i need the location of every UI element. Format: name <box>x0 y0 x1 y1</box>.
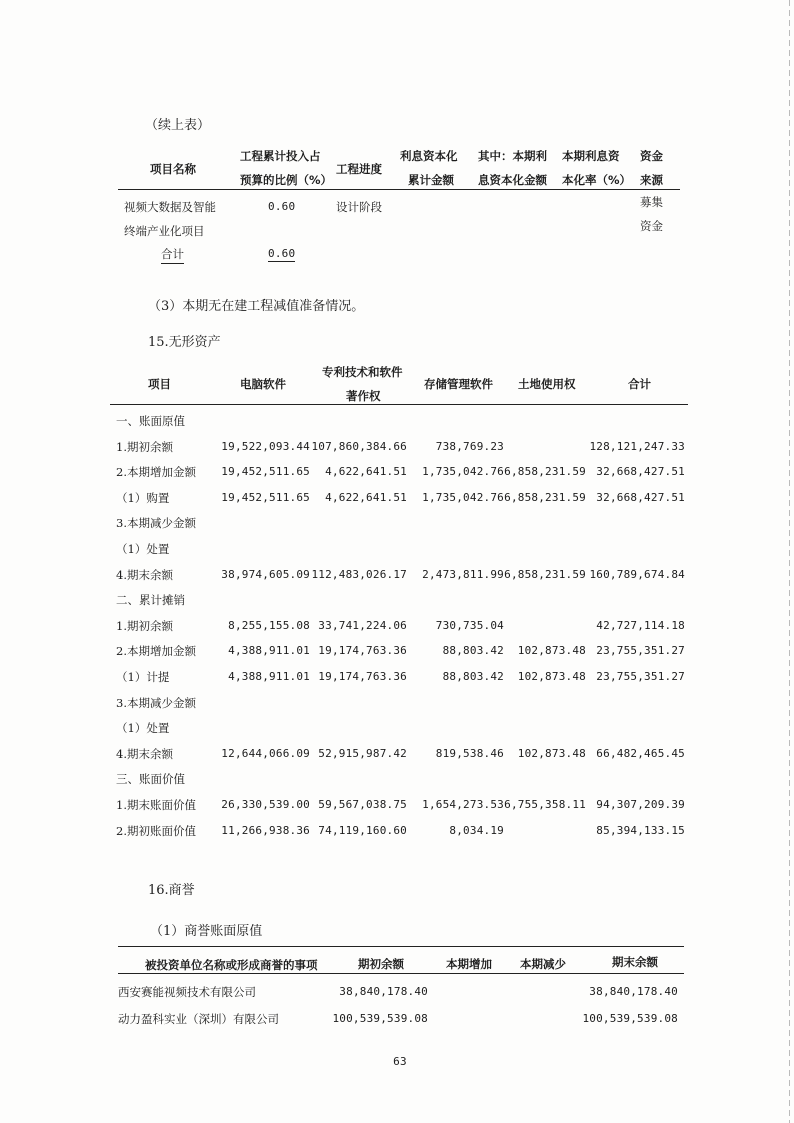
cell-storage: 2,473,811.99 <box>422 568 504 581</box>
cell-patent: 19,174,763.36 <box>318 670 407 683</box>
cell-patent: 19,174,763.36 <box>318 644 407 657</box>
goodwill-top-rule <box>118 946 684 947</box>
cell-patent: 4,622,641.51 <box>325 491 407 504</box>
row-label: 1.期末账面价值 <box>116 798 196 812</box>
cip-header-rate-1: 本期利息资 <box>562 149 620 163</box>
cell-land: 6,858,231.59 <box>504 491 586 504</box>
cell-patent: 33,741,224.06 <box>318 619 407 632</box>
cip-row-ratio: 0.60 <box>268 200 296 213</box>
cell-total: 85,394,133.15 <box>596 824 685 837</box>
cip-total-ratio: 0.60 <box>268 247 296 260</box>
gw-header-opening: 期初余额 <box>358 957 404 971</box>
ia-header-software: 电脑软件 <box>240 377 286 391</box>
cell-storage: 1,735,042.76 <box>422 465 504 478</box>
ia-header-item: 项目 <box>148 377 171 391</box>
cell-storage: 1,654,273.53 <box>422 798 504 811</box>
row-label: （1）处置 <box>116 542 170 556</box>
cell-software: 19,452,511.65 <box>221 465 310 478</box>
gw-row-name: 西安赛能视频技术有限公司 <box>118 985 256 999</box>
row-label: （1）购置 <box>116 491 170 505</box>
goodwill-sub-title: （1）商誉账面原值 <box>150 924 263 939</box>
cip-header-current-2: 息资本化金额 <box>478 173 547 187</box>
cell-storage: 88,803.42 <box>442 670 504 683</box>
gw-header-name: 被投资单位名称或形成商誉的事项 <box>145 958 318 972</box>
gw-row-name: 动力盈科实业（深圳）有限公司 <box>118 1012 279 1026</box>
row-label: 1.期初余额 <box>116 619 173 633</box>
cell-storage: 8,034.19 <box>449 824 504 837</box>
cip-header-current-1: 其中：本期利 <box>478 149 547 163</box>
cell-patent: 59,567,038.75 <box>318 798 407 811</box>
row-label: 2.期初账面价值 <box>116 824 196 838</box>
cell-total: 42,727,114.18 <box>596 619 685 632</box>
cell-total: 32,668,427.51 <box>596 491 685 504</box>
row-label: 一、账面原值 <box>116 414 185 428</box>
cell-storage: 738,769.23 <box>435 440 504 453</box>
cell-software: 8,255,155.08 <box>228 619 310 632</box>
scan-edge <box>789 0 790 1123</box>
cip-header-source-2: 来源 <box>640 173 663 187</box>
cell-land: 6,755,358.11 <box>504 798 586 811</box>
cell-land: 102,873.48 <box>517 747 586 760</box>
row-label: 4.期末余额 <box>116 747 173 761</box>
row-label: （1）计提 <box>116 670 170 684</box>
cip-header-interest-1: 利息资本化 <box>400 149 458 163</box>
ia-header-rule <box>110 404 688 405</box>
gw-row-closing: 38,840,178.40 <box>589 985 678 998</box>
cell-land: 6,858,231.59 <box>504 465 586 478</box>
cip-header-rate-2: 本化率（%） <box>562 173 632 187</box>
section-15-title: 15.无形资产 <box>148 335 221 350</box>
cell-software: 4,388,911.01 <box>228 644 310 657</box>
cell-patent: 107,860,384.66 <box>311 440 407 453</box>
row-label: 3.本期减少金额 <box>116 696 196 710</box>
ia-header-land: 土地使用权 <box>518 377 576 391</box>
note-3: （3）本期无在建工程减值准备情况。 <box>148 299 365 314</box>
row-label: 4.期末余额 <box>116 568 173 582</box>
cell-land: 102,873.48 <box>517 644 586 657</box>
cip-row-source-2: 资金 <box>640 219 663 233</box>
gw-header-decrease: 本期减少 <box>520 957 566 971</box>
cell-patent: 52,915,987.42 <box>318 747 407 760</box>
cell-total: 94,307,209.39 <box>596 798 685 811</box>
page-number: 63 <box>393 1055 407 1068</box>
cell-software: 19,452,511.65 <box>221 491 310 504</box>
cell-software: 11,266,938.36 <box>221 824 310 837</box>
cip-header-progress: 工程进度 <box>336 162 382 176</box>
ia-header-total: 合计 <box>628 377 651 391</box>
cell-land: 6,858,231.59 <box>504 568 586 581</box>
cell-total: 160,789,674.84 <box>589 568 685 581</box>
cell-total: 32,668,427.51 <box>596 465 685 478</box>
gw-row-opening: 100,539,539.08 <box>332 1012 428 1025</box>
section-16-title: 16.商誉 <box>148 883 195 898</box>
cell-total: 23,755,351.27 <box>596 644 685 657</box>
cell-patent: 112,483,026.17 <box>311 568 407 581</box>
cell-storage: 730,735.04 <box>435 619 504 632</box>
row-label: 三、账面价值 <box>116 772 185 786</box>
row-label: 2.本期增加金额 <box>116 465 196 479</box>
cell-patent: 74,119,160.60 <box>318 824 407 837</box>
cip-row-source-1: 募集 <box>640 195 663 209</box>
ia-header-storage: 存储管理软件 <box>424 377 493 391</box>
row-label: 二、累计摊销 <box>116 593 185 607</box>
cell-software: 12,644,066.09 <box>221 747 310 760</box>
gw-row-opening: 38,840,178.40 <box>339 985 428 998</box>
cell-total: 66,482,465.45 <box>596 747 685 760</box>
row-label: 1.期初余额 <box>116 440 173 454</box>
cell-software: 38,974,605.09 <box>221 568 310 581</box>
gw-header-increase: 本期增加 <box>446 957 492 971</box>
cell-storage: 88,803.42 <box>442 644 504 657</box>
cip-header-rule <box>118 189 680 190</box>
ia-header-patent-2: 著作权 <box>346 389 381 403</box>
cip-header-ratio-1: 工程累计投入占 <box>240 149 321 163</box>
gw-row-closing: 100,539,539.08 <box>582 1012 678 1025</box>
cip-header-source-1: 资金 <box>640 149 663 163</box>
cell-software: 26,330,539.00 <box>221 798 310 811</box>
cell-software: 19,522,093.44 <box>221 440 310 453</box>
cell-storage: 1,735,042.76 <box>422 491 504 504</box>
cell-storage: 819,538.46 <box>435 747 504 760</box>
cip-total-label: 合计 <box>161 246 184 264</box>
cip-header-name: 项目名称 <box>150 162 196 176</box>
row-label: 2.本期增加金额 <box>116 644 196 658</box>
cell-total: 23,755,351.27 <box>596 670 685 683</box>
row-label: （1）处置 <box>116 721 170 735</box>
gw-header-closing: 期末余额 <box>612 955 658 969</box>
cell-patent: 4,622,641.51 <box>325 465 407 478</box>
ia-header-patent-1: 专利技术和软件 <box>322 365 403 379</box>
cip-row-name-1: 视频大数据及智能 <box>124 200 216 214</box>
row-label: 3.本期减少金额 <box>116 516 196 530</box>
cell-land: 102,873.48 <box>517 670 586 683</box>
goodwill-header-rule <box>118 973 684 974</box>
cip-header-ratio-2: 预算的比例（%） <box>240 173 333 187</box>
continued-label: （续上表） <box>145 118 211 133</box>
cip-row-name-2: 终端产业化项目 <box>124 224 205 238</box>
cip-header-interest-2: 累计金额 <box>408 173 454 187</box>
cip-row-progress: 设计阶段 <box>336 200 382 214</box>
cell-total: 128,121,247.33 <box>589 440 685 453</box>
cell-software: 4,388,911.01 <box>228 670 310 683</box>
